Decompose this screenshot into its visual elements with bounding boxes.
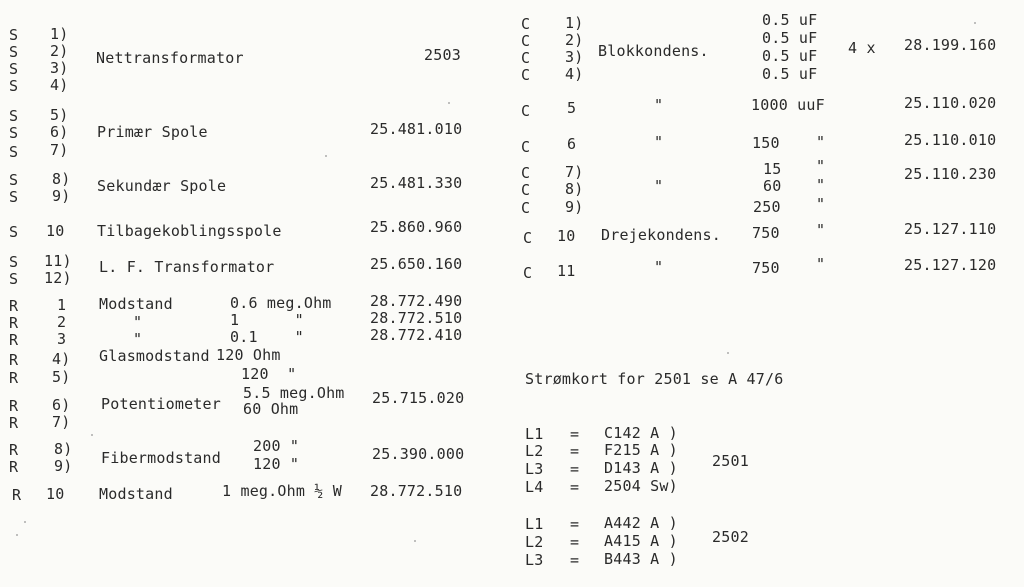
- capacitance-value: 15: [763, 160, 782, 178]
- ditto-mark: ": [816, 133, 826, 151]
- c-letter: C: [523, 229, 533, 247]
- c-number: 8): [565, 180, 584, 198]
- capacitance-value: 750: [752, 259, 780, 277]
- c-number: 2): [565, 31, 584, 49]
- s-letter: S: [9, 223, 19, 241]
- ditto-mark: ": [654, 133, 664, 151]
- r-number: 10: [46, 485, 65, 503]
- line-label: L2: [525, 533, 544, 551]
- fibermodstand-value: 25.390.000: [372, 445, 465, 463]
- part-number: 28.772.510: [370, 309, 463, 327]
- s-letter: S: [9, 60, 19, 78]
- sekundaer-spole-value: 25.481.330: [370, 174, 463, 192]
- s-letter: S: [9, 107, 19, 125]
- drejekondens-label: Drejekondens.: [601, 226, 721, 244]
- c-number: 1): [565, 14, 584, 32]
- equals-sign: =: [570, 533, 580, 551]
- r-number: 5): [52, 368, 71, 386]
- r-number: 8): [54, 440, 73, 458]
- line-label: L3: [525, 551, 544, 569]
- s-number: 7): [50, 141, 69, 159]
- c-number: 10: [557, 227, 576, 245]
- potentiometer-value: 25.715.020: [372, 389, 465, 407]
- capacitance-value: 0.5 uF: [762, 29, 818, 47]
- r-letter: R: [9, 397, 19, 415]
- resistance-value: 1 ": [230, 311, 304, 329]
- tube-code: D143 A ): [604, 459, 678, 477]
- scan-speck: [974, 22, 976, 24]
- r-letter: R: [12, 486, 22, 504]
- s-number: 9): [52, 187, 71, 205]
- c-letter: C: [521, 199, 531, 217]
- line-label: L4: [525, 478, 544, 496]
- part-number: 25.110.010: [904, 131, 997, 149]
- s-number: 12): [44, 269, 72, 287]
- r-number: 9): [54, 457, 73, 475]
- s-letter: S: [9, 43, 19, 61]
- equals-sign: =: [570, 478, 580, 496]
- scan-speck: [24, 521, 26, 523]
- s-number: 5): [50, 106, 69, 124]
- primaer-spole-label: Primær Spole: [97, 123, 208, 141]
- r-letter: R: [9, 458, 19, 476]
- group-model: 2501: [712, 452, 749, 470]
- glasmodstand-value: 120 Ohm: [216, 346, 281, 364]
- c-number: 5: [567, 99, 577, 117]
- s-letter: S: [9, 26, 19, 44]
- ditto-mark: ": [133, 330, 143, 348]
- ditto-mark: ": [816, 157, 826, 175]
- capacitance-value: 0.5 uF: [762, 47, 818, 65]
- tilbagekoblingsspole-value: 25.860.960: [370, 218, 463, 236]
- s-number: 6): [50, 123, 69, 141]
- s-letter: S: [9, 77, 19, 95]
- capacitance-value: 60: [763, 177, 782, 195]
- part-number: 25.127.110: [904, 220, 997, 238]
- glasmodstand-value: 120 ": [241, 365, 297, 383]
- tube-code: 2504 Sw): [604, 477, 678, 495]
- c-letter: C: [521, 138, 531, 156]
- capacitance-value: 0.5 uF: [762, 65, 818, 83]
- potentiometer-spec: 60 Ohm: [243, 400, 299, 418]
- group-model: 2502: [712, 528, 749, 546]
- s-letter: S: [9, 253, 19, 271]
- s-letter: S: [9, 171, 19, 189]
- r-number: 4): [52, 350, 71, 368]
- s-number: 2): [50, 42, 69, 60]
- c-number: 3): [565, 48, 584, 66]
- modstand-label: Modstand: [99, 485, 173, 503]
- c-number: 6: [567, 135, 577, 153]
- fibermodstand-label: Fibermodstand: [101, 449, 221, 467]
- part-number: 25.110.020: [904, 94, 997, 112]
- capacitance-value: 250: [753, 198, 781, 216]
- s-letter: S: [9, 143, 19, 161]
- potentiometer-label: Potentiometer: [101, 395, 221, 413]
- capacitance-value: 150: [752, 134, 780, 152]
- scan-speck: [91, 434, 93, 436]
- blokkondens-value: 28.199.160: [904, 36, 997, 54]
- c-letter: C: [521, 66, 531, 84]
- modstand-value: 28.772.510: [370, 482, 463, 500]
- capacitance-value: 0.5 uF: [762, 11, 818, 29]
- nettransformator-value: 2503: [424, 46, 461, 64]
- s-letter: S: [9, 188, 19, 206]
- c-letter: C: [521, 102, 531, 120]
- scan-speck: [448, 102, 450, 104]
- r-letter: R: [9, 297, 19, 315]
- resistance-value: 0.6 meg.Ohm: [230, 294, 332, 312]
- s-number: 4): [50, 76, 69, 94]
- equals-sign: =: [570, 460, 580, 478]
- capacitance-value: 750: [752, 224, 780, 242]
- ditto-mark: ": [816, 255, 826, 273]
- s-number: 1): [50, 25, 69, 43]
- tube-code: A442 A ): [604, 514, 678, 532]
- r-number: 1: [57, 296, 67, 314]
- scan-speck: [325, 155, 327, 157]
- sekundaer-spole-label: Sekundær Spole: [97, 177, 227, 195]
- ditto-mark: ": [816, 221, 826, 239]
- glasmodstand-label: Glasmodstand: [99, 347, 210, 365]
- s-number: 11): [44, 252, 72, 270]
- ditto-mark: ": [816, 176, 826, 194]
- part-number: 25.110.230: [904, 165, 997, 183]
- capacitance-value: 1000 uuF: [751, 96, 825, 114]
- ditto-mark: ": [133, 313, 143, 331]
- ditto-mark: ": [654, 258, 664, 276]
- r-letter: R: [9, 314, 19, 332]
- c-number: 11: [557, 262, 576, 280]
- resistance-value: 0.1 ": [230, 328, 304, 346]
- equals-sign: =: [570, 442, 580, 460]
- r-number: 7): [52, 413, 71, 431]
- fibermodstand-spec: 120 ": [253, 455, 300, 473]
- blokkondens-label: Blokkondens.: [598, 42, 709, 60]
- c-number: 4): [565, 65, 584, 83]
- line-label: L3: [525, 460, 544, 478]
- equals-sign: =: [570, 551, 580, 569]
- c-letter: C: [521, 181, 531, 199]
- scan-speck: [16, 534, 18, 536]
- r-number: 3: [57, 330, 67, 348]
- tilbagekoblingsspole-label: Tilbagekoblingsspole: [97, 222, 282, 240]
- scan-speck: [414, 540, 416, 542]
- line-label: L2: [525, 442, 544, 460]
- c-number: 7): [565, 163, 584, 181]
- tube-code: F215 A ): [604, 441, 678, 459]
- ditto-mark: ": [654, 96, 664, 114]
- ditto-mark: ": [654, 177, 664, 195]
- ditto-mark: ": [816, 195, 826, 213]
- modstand-label: Modstand: [99, 295, 173, 313]
- s-number: 10: [46, 222, 65, 240]
- r-letter: R: [9, 414, 19, 432]
- c-letter: C: [521, 15, 531, 33]
- tube-code: B443 A ): [604, 550, 678, 568]
- blokkondens-qty: 4 x: [848, 39, 876, 57]
- c-letter: C: [521, 49, 531, 67]
- fibermodstand-spec: 200 ": [253, 437, 300, 455]
- r-letter: R: [9, 351, 19, 369]
- r-letter: R: [9, 331, 19, 349]
- lf-transformator-label: L. F. Transformator: [99, 258, 275, 276]
- scan-speck: [727, 352, 729, 354]
- line-label: L1: [525, 425, 544, 443]
- line-label: L1: [525, 515, 544, 533]
- s-number: 8): [52, 170, 71, 188]
- s-letter: S: [9, 124, 19, 142]
- tube-code: A415 A ): [604, 532, 678, 550]
- part-number: 28.772.490: [370, 292, 463, 310]
- equals-sign: =: [570, 425, 580, 443]
- c-letter: C: [521, 32, 531, 50]
- r-number: 2: [57, 313, 67, 331]
- r-letter: R: [9, 369, 19, 387]
- equals-sign: =: [570, 515, 580, 533]
- c-letter: C: [521, 164, 531, 182]
- stromkort-note: Strømkort for 2501 se A 47/6: [525, 370, 784, 388]
- c-number: 9): [565, 198, 584, 216]
- tube-code: C142 A ): [604, 424, 678, 442]
- r-letter: R: [9, 441, 19, 459]
- primaer-spole-value: 25.481.010: [370, 120, 463, 138]
- c-letter: C: [523, 264, 533, 282]
- r-number: 6): [52, 396, 71, 414]
- part-number: 25.127.120: [904, 256, 997, 274]
- s-letter: S: [9, 270, 19, 288]
- lf-transformator-value: 25.650.160: [370, 255, 463, 273]
- modstand-spec: 1 meg.Ohm ½ W: [222, 482, 342, 500]
- part-number: 28.772.410: [370, 326, 463, 344]
- nettransformator-label: Nettransformator: [96, 49, 244, 67]
- potentiometer-spec: 5.5 meg.Ohm: [243, 384, 345, 402]
- s-number: 3): [50, 59, 69, 77]
